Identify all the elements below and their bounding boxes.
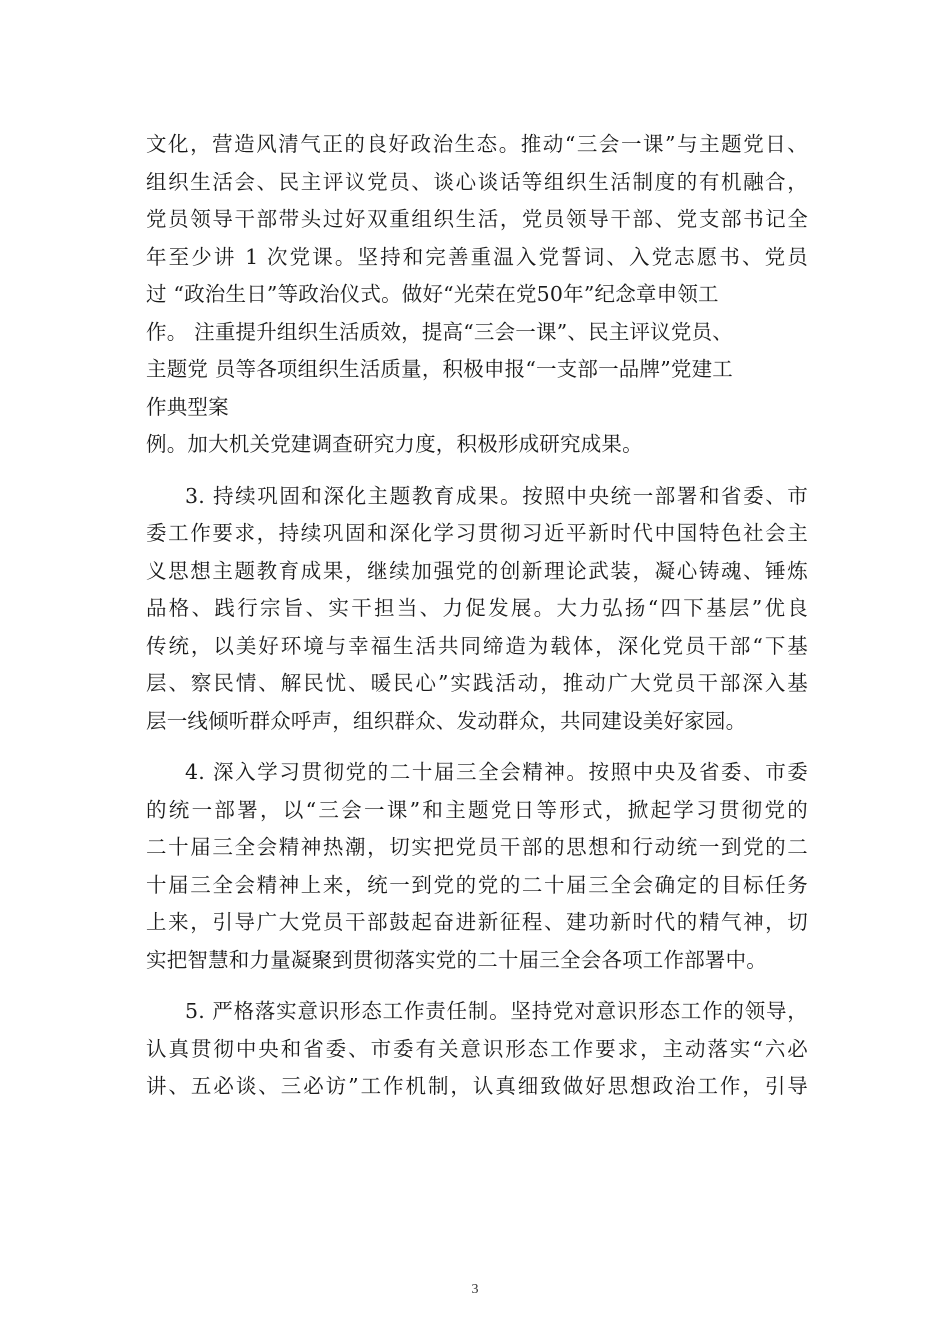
text-line: 十届三全会精神上来，统一到党的党的二十届三全会确定的目标任务: [146, 872, 808, 897]
text-line: 传统，以美好环境与幸福生活共同缔造为载体，深化党员干部“下基: [146, 633, 808, 658]
paragraph-heading-line: 4. 深入学习贯彻党的二十届三全会精神。按照中央及省委、市委: [185, 760, 808, 784]
paragraph-heading-line: 5. 严格落实意识形态工作责任制。坚持党对意识形态工作的领导，: [185, 999, 808, 1023]
text-line: 实把智慧和力量凝聚到贯彻落实党的二十届三全会各项工作部署中。: [146, 947, 767, 972]
text-line: 品格、践行宗旨、实干担当、力促发展。大力弘扬“四下基层”优良: [146, 596, 808, 620]
paragraph-heading-line: 3. 持续巩固和深化主题教育成果。按照中央统一部署和省委、市: [185, 483, 808, 508]
text-line: 作典型案: [146, 394, 229, 419]
text-line: 认真贯彻中央和省委、市委有关意识形态工作要求，主动落实“六必: [146, 1036, 808, 1061]
text-line: 例。加大机关党建调查研究力度，积极形成研究成果。: [146, 432, 643, 456]
text-line: 上来，引导广大党员干部鼓起奋进新征程、建功新时代的精气神，切: [146, 910, 808, 934]
text-line: 过 “政治生日”等政治仪式。做好“光荣在党50年”纪念章申领工: [146, 282, 719, 306]
text-line: 讲、五必谈、三必访”工作机制，认真细致做好思想政治工作，引导: [146, 1074, 808, 1098]
text-line: 的统一部署，以“三会一课”和主题党日等形式，掀起学习贯彻党的: [146, 797, 808, 822]
text-line: 委工作要求，持续巩固和深化学习贯彻习近平新时代中国特色社会主: [146, 521, 808, 545]
text-line: 层、察民情、解民忧、暖民心”实践活动，推动广大党员干部深入基: [146, 671, 808, 695]
text-line: 年至少讲 1 次党课。坚持和完善重温入党誓词、入党志愿书、党员: [146, 244, 808, 269]
text-line: 层一线倾听群众呼声，组织群众、发动群众，共同建设美好家园。: [146, 708, 747, 733]
text-line: 文化，营造风清气正的良好政治生态。推动“三会一课”与主题党日、: [146, 132, 808, 156]
body-text: [146, 126, 808, 1106]
text-line: 主题党 员等各项组织生活质量，积极申报“一支部一品牌”党建工: [146, 357, 733, 381]
page-number: 3: [471, 1282, 479, 1297]
text-line: 作。 注重提升组织生活质效，提高“三会一课”、民主评议党员、: [146, 319, 733, 344]
text-line: 二十届三全会精神热潮，切实把党员干部的思想和行动统一到党的二: [146, 835, 808, 859]
text-line: 组织生活会、民主评议党员、谈心谈话等组织生活制度的有机融合，: [146, 169, 808, 194]
text-line: 党员领导干部带头过好双重组织生活，党员领导干部、党支部书记全: [146, 207, 808, 231]
text-line: 义思想主题教育成果，继续加强党的创新理论武装，凝心铸魂、锤炼: [146, 558, 808, 583]
